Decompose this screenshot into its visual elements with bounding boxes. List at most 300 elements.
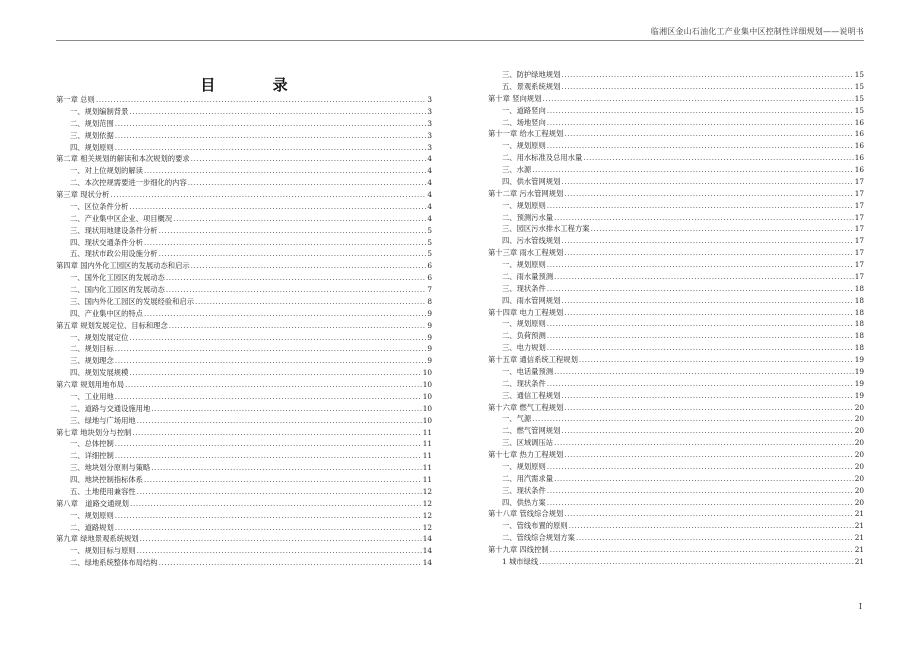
toc-section-entry[interactable]: [488, 283, 864, 295]
toc-entry-page: 10: [422, 403, 432, 413]
toc-chapter-entry[interactable]: [56, 94, 432, 106]
toc-entry-title: 三、规划理念: [70, 356, 114, 366]
toc-section-entry[interactable]: [56, 142, 432, 154]
toc-section-entry[interactable]: [488, 152, 864, 164]
toc-entry-page: 17: [854, 260, 864, 269]
toc-entry-page: 19: [854, 378, 864, 388]
toc-entry-title: 一、道路竖向: [502, 105, 546, 115]
toc-section-entry[interactable]: [56, 510, 432, 522]
toc-section-entry[interactable]: [488, 378, 864, 390]
toc-section-entry[interactable]: [488, 105, 864, 117]
toc-entry-title: 第三章 现状分析: [56, 190, 110, 199]
toc-entry-page: 15: [854, 81, 864, 91]
toc-section-entry[interactable]: [56, 237, 432, 249]
toc-chapter-entry[interactable]: [56, 260, 432, 272]
toc-entry-page: 3: [427, 118, 432, 128]
toc-entry-title: 一、规划原则: [502, 461, 546, 471]
toc-entry-page: 9: [427, 332, 432, 342]
toc-entry-title: 四、供水管网规划: [502, 176, 561, 186]
toc-dot-leader: [547, 259, 854, 271]
toc-dot-leader: [129, 332, 426, 344]
toc-section-entry[interactable]: [488, 497, 864, 509]
toc-section-entry[interactable]: [488, 235, 864, 247]
toc-section-entry[interactable]: [56, 272, 432, 284]
toc-chapter-entry[interactable]: [56, 498, 432, 510]
toc-dot-leader: [547, 330, 854, 342]
toc-dot-leader: [173, 213, 426, 225]
toc-entry-page: 20: [854, 414, 864, 424]
toc-section-entry[interactable]: [56, 130, 432, 142]
toc-dot-leader: [564, 402, 853, 414]
toc-entry-page: 5: [427, 225, 432, 235]
toc-entry-title: 五、现状市政公用设施分析: [70, 249, 158, 259]
toc-section-entry[interactable]: [56, 177, 432, 189]
toc-entry-page: 19: [854, 390, 864, 400]
toc-section-entry[interactable]: [488, 271, 864, 283]
toc-entry-title: 1 城市绿线: [502, 556, 539, 566]
toc-entry-title: 一、规划原则: [502, 141, 546, 151]
toc-section-entry[interactable]: [488, 425, 864, 437]
toc-section-entry[interactable]: [56, 545, 432, 557]
toc-dot-leader: [583, 152, 853, 164]
toc-dot-leader: [96, 94, 427, 106]
toc-dot-leader: [554, 366, 854, 378]
toc-entry-page: 17: [854, 271, 864, 281]
toc-dot-leader: [569, 520, 854, 532]
toc-entry-page: 20: [854, 485, 864, 495]
toc-section-entry[interactable]: [56, 450, 432, 462]
toc-entry-page: 12: [422, 498, 432, 508]
toc-section-entry[interactable]: [488, 330, 864, 342]
toc-entry-page: 12: [422, 522, 432, 532]
toc-chapter-entry[interactable]: [56, 379, 432, 391]
toc-dot-leader: [144, 308, 426, 320]
toc-entry-page: 19: [854, 366, 864, 376]
toc-entry-title: 二、规划范围: [70, 118, 114, 128]
toc-entry-page: 18: [854, 343, 864, 353]
toc-entry-title: 第一章 总则: [56, 95, 95, 104]
toc-dot-leader: [547, 140, 854, 152]
toc-chapter-entry[interactable]: [488, 93, 864, 105]
toc-dot-leader: [129, 106, 426, 118]
toc-entry-title: 四、规划发展规模: [70, 368, 129, 378]
toc-section-entry[interactable]: [56, 248, 432, 260]
toc-entry-page: 11: [422, 451, 432, 461]
toc-entry-title: 三、园区污水排水工程方案: [502, 224, 590, 234]
toc-entry-page: 9: [427, 344, 432, 354]
toc-entry-title: 二、绿地系统整体布局结构: [70, 558, 158, 568]
toc-entry-title: 三、现状条件: [502, 485, 546, 495]
toc-dot-leader: [115, 118, 427, 130]
toc-section-entry[interactable]: [56, 486, 432, 498]
toc-dot-leader: [542, 93, 853, 105]
toc-entry-page: 20: [854, 497, 864, 507]
toc-section-entry[interactable]: [56, 343, 432, 355]
toc-entry-title: 二、用汽需求量: [502, 473, 554, 483]
toc-dot-leader: [532, 164, 854, 176]
toc-section-entry[interactable]: [56, 284, 432, 296]
toc-entry-title: 四、规划原则: [70, 142, 114, 152]
toc-section-entry[interactable]: [488, 485, 864, 497]
toc-section-entry[interactable]: [488, 556, 864, 568]
toc-entry-title: 一、区位条件分析: [70, 201, 129, 211]
toc-entry-title: 第十一章 给水工程规划: [488, 129, 564, 139]
toc-dot-leader: [554, 271, 854, 283]
toc-entry-page: 20: [854, 461, 864, 471]
toc-section-entry[interactable]: [56, 474, 432, 486]
toc-entry-page: 4: [427, 154, 432, 164]
toc-dot-leader: [547, 117, 854, 129]
toc-dot-leader: [561, 81, 853, 93]
toc-section-entry[interactable]: [56, 201, 432, 213]
toc-section-entry[interactable]: [56, 213, 432, 225]
toc-dot-leader: [151, 403, 421, 415]
toc-dot-leader: [564, 247, 853, 259]
toc-entry-page: 20: [854, 426, 864, 436]
toc-section-entry[interactable]: [56, 557, 432, 569]
toc-entry-title: 一、总体控制: [70, 439, 114, 449]
toc-entry-title: 二、国内化工园区的发展动态: [70, 285, 165, 294]
toc-entry-page: 4: [427, 178, 432, 188]
toc-entry-page: 5: [427, 249, 432, 259]
toc-section-entry[interactable]: [488, 117, 864, 129]
toc-section-entry[interactable]: [488, 473, 864, 485]
toc-entry-page: 9: [427, 308, 432, 318]
toc-entry-page: 16: [854, 117, 864, 127]
toc-column-right: [488, 69, 864, 568]
toc-dot-leader: [110, 189, 426, 201]
toc-dot-leader: [561, 295, 853, 307]
toc-entry-page: 17: [854, 236, 864, 246]
toc-chapter-entry[interactable]: [488, 402, 864, 414]
toc-dot-leader: [547, 318, 854, 330]
toc-dot-leader: [561, 69, 853, 81]
toc-entry-title: 四、产业集中区的特点: [70, 308, 143, 318]
toc-dot-leader: [137, 486, 422, 498]
toc-entry-title: 一、规划原则: [70, 510, 114, 520]
toc-entry-title: 一、国外化工园区的发展动态: [70, 273, 165, 283]
toc-section-entry[interactable]: [56, 225, 432, 237]
toc-section-entry[interactable]: [56, 462, 432, 474]
toc-section-entry[interactable]: [488, 532, 864, 544]
toc-chapter-entry[interactable]: [56, 189, 432, 201]
toc-section-entry[interactable]: [488, 164, 864, 176]
toc-entry-title: 三、绿地与广场用地: [70, 415, 136, 425]
toc-dot-leader: [115, 522, 422, 534]
toc-dot-leader: [554, 437, 854, 449]
toc-entry-title: 一、电话量预测: [502, 366, 554, 376]
toc-section-entry[interactable]: [56, 106, 432, 118]
toc-section-entry[interactable]: [56, 367, 432, 379]
toc-dot-leader: [159, 225, 427, 237]
toc-entry-page: 21: [854, 509, 864, 519]
toc-dot-leader: [115, 142, 427, 154]
toc-section-entry[interactable]: [488, 342, 864, 354]
toc-section-entry[interactable]: [488, 437, 864, 449]
toc-chapter-entry[interactable]: [488, 449, 864, 461]
toc-entry-page: 20: [854, 450, 864, 459]
toc-entry-title: 一、规划原则: [502, 260, 546, 269]
toc-dot-leader: [115, 438, 422, 450]
toc-entry-title: 第十四章 电力工程规划: [488, 307, 564, 317]
toc-entry-title: 三、防护绿地规划: [502, 70, 561, 79]
toc-entry-title: 第十七章 热力工程规划: [488, 450, 564, 459]
toc-dot-leader: [576, 532, 854, 544]
toc-dot-leader: [140, 533, 422, 545]
toc-entry-page: 15: [854, 105, 864, 115]
toc-dot-leader: [547, 378, 854, 390]
toc-entry-page: 21: [854, 521, 864, 531]
toc-section-entry[interactable]: [56, 308, 432, 320]
toc-dot-leader: [561, 235, 853, 247]
toc-entry-page: 12: [422, 486, 432, 496]
toc-entry-title: 三、现状条件: [502, 283, 546, 293]
toc-entry-page: 12: [422, 510, 432, 520]
toc-entry-title: 二、规划目标: [70, 344, 114, 354]
toc-entry-page: 3: [427, 95, 432, 104]
toc-entry-title: 三、水源: [502, 165, 532, 174]
toc-entry-title: 三、地块划分原则与策略: [70, 463, 151, 473]
toc-dot-leader: [561, 390, 853, 402]
toc-entry-title: 一、对上位规划的解读: [70, 166, 143, 176]
toc-section-entry[interactable]: [488, 69, 864, 81]
toc-entry-title: 二、用水标准及总用水量: [502, 153, 583, 163]
toc-entry-page: 5: [427, 237, 432, 247]
toc-chapter-entry[interactable]: [56, 427, 432, 439]
toc-chapter-entry[interactable]: [488, 354, 864, 366]
toc-dot-leader: [547, 342, 854, 354]
toc-entry-page: 17: [854, 224, 864, 234]
toc-entry-title: 第十五章 通信系统工程规划: [488, 355, 578, 364]
toc-dot-leader: [115, 391, 422, 403]
toc-dot-leader: [561, 425, 853, 437]
toc-entry-page: 10: [422, 380, 432, 389]
toc-dot-leader: [144, 474, 422, 486]
toc-dot-leader: [532, 413, 854, 425]
toc-entry-page: 16: [854, 165, 864, 174]
toc-section-entry[interactable]: [56, 391, 432, 403]
toc-entry-title: 二、场地竖向: [502, 117, 546, 127]
toc-section-entry[interactable]: [56, 438, 432, 450]
toc-entry-title: 第十二章 污水管网规划: [488, 188, 564, 198]
toc-dot-leader: [159, 248, 427, 260]
toc-entry-page: 4: [427, 213, 432, 223]
toc-entry-title: 一、管线布置的原则: [502, 521, 568, 531]
toc-section-entry[interactable]: [488, 318, 864, 330]
toc-entry-title: 一、规划发展定位: [70, 332, 129, 342]
toc-entry-page: 17: [854, 248, 864, 258]
toc-entry-page: 15: [854, 93, 864, 103]
toc-entry-page: 21: [854, 533, 864, 543]
toc-dot-leader: [115, 343, 427, 355]
toc-section-entry[interactable]: [488, 212, 864, 224]
toc-section-entry[interactable]: [488, 81, 864, 93]
toc-section-entry[interactable]: [56, 522, 432, 534]
toc-chapter-entry[interactable]: [488, 247, 864, 259]
toc-entry-title: 第七章 地块划分与控制: [56, 427, 132, 437]
toc-dot-leader: [188, 177, 427, 189]
toc-entry-title: 第十六章 燃气工程规划: [488, 402, 564, 412]
toc-section-entry[interactable]: [56, 118, 432, 130]
toc-section-entry[interactable]: [56, 332, 432, 344]
toc-dot-leader: [561, 176, 853, 188]
toc-entry-page: 17: [854, 200, 864, 210]
toc-entry-title: 第十章 竖向规划: [488, 93, 542, 103]
toc-section-entry[interactable]: [488, 259, 864, 271]
toc-entry-title: 二、雨水量预测: [502, 271, 554, 281]
toc-entry-page: 14: [422, 534, 432, 544]
toc-section-entry[interactable]: [56, 296, 432, 308]
toc-entry-page: 6: [427, 261, 432, 271]
toc-entry-title: 二、详细控制: [70, 451, 114, 461]
toc-entry-title: 二、负荷预测: [502, 331, 546, 341]
toc-entry-page: 20: [854, 473, 864, 483]
toc-section-entry[interactable]: [56, 415, 432, 427]
toc-entry-title: 二、预测污水量: [502, 212, 554, 222]
toc-entry-page: 17: [854, 212, 864, 222]
toc-dot-leader: [539, 556, 854, 568]
toc-entry-page: 18: [854, 295, 864, 305]
toc-entry-page: 11: [422, 463, 432, 473]
toc-entry-title: 二、燃气管网规划: [502, 426, 561, 436]
toc-entry-title: 二、道路规划: [70, 522, 114, 532]
toc-dot-leader: [564, 449, 853, 461]
toc-entry-page: 18: [854, 307, 864, 317]
toc-entry-page: 11: [422, 427, 432, 437]
toc-entry-title: 四、供热方案: [502, 497, 546, 507]
toc-dot-leader: [115, 355, 427, 367]
toc-entry-page: 7: [427, 285, 432, 294]
toc-dot-leader: [564, 188, 853, 200]
toc-dot-leader: [137, 545, 422, 557]
toc-dot-leader: [115, 450, 422, 462]
toc-dot-leader: [130, 498, 422, 510]
toc-section-entry[interactable]: [488, 200, 864, 212]
toc-section-entry[interactable]: [56, 165, 432, 177]
toc-chapter-entry[interactable]: [488, 128, 864, 140]
toc-entry-title: 第四章 国内外化工园区的发展动态和启示: [56, 261, 190, 271]
toc-entry-page: 14: [422, 558, 432, 568]
toc-dot-leader: [564, 128, 853, 140]
toc-dot-leader: [129, 367, 421, 379]
toc-entry-title: 三、通信工程规划: [502, 390, 561, 400]
toc-section-entry[interactable]: [488, 140, 864, 152]
toc-entry-page: 11: [422, 475, 432, 484]
toc-entry-title: 三、电力规划: [502, 343, 546, 353]
toc-dot-leader: [550, 544, 854, 556]
toc-dot-leader: [144, 165, 426, 177]
toc-entry-page: 17: [854, 188, 864, 198]
toc-entry-page: 10: [422, 415, 432, 425]
toc-entry-page: 10: [422, 368, 432, 378]
toc-chapter-entry[interactable]: [56, 153, 432, 165]
toc-section-entry[interactable]: [56, 355, 432, 367]
toc-dot-leader: [191, 260, 427, 272]
toc-dot-leader: [159, 557, 422, 569]
toc-entry-title: 第十九章 四线控制: [488, 545, 549, 554]
toc-chapter-entry[interactable]: [488, 307, 864, 319]
header-divider: [56, 40, 864, 41]
toc-dot-leader: [547, 200, 854, 212]
toc-entry-page: 20: [854, 438, 864, 448]
toc-section-entry[interactable]: [488, 390, 864, 402]
toc-entry-page: 20: [854, 402, 864, 412]
toc-entry-title: 三、国内外化工园区的发展经验和启示: [70, 296, 195, 306]
toc-entry-title: 三、现状用地建设条件分析: [70, 225, 158, 235]
toc-entry-title: 第五章 规划发展定位、目标和理念: [56, 320, 168, 330]
toc-entry-title: 五、景观系统规划: [502, 81, 561, 91]
toc-entry-title: 二、产业集中区企业、项目概况: [70, 213, 173, 223]
toc-title: 目 录: [200, 76, 314, 94]
toc-entry-page: 14: [422, 546, 432, 556]
toc-entry-page: 16: [854, 129, 864, 139]
toc-dot-leader: [115, 510, 422, 522]
toc-chapter-entry[interactable]: [488, 544, 864, 556]
toc-dot-leader: [554, 212, 854, 224]
toc-dot-leader: [169, 320, 427, 332]
toc-section-entry[interactable]: [488, 461, 864, 473]
toc-chapter-entry[interactable]: [488, 188, 864, 200]
toc-entry-page: 21: [854, 545, 864, 554]
toc-dot-leader: [144, 237, 426, 249]
toc-dot-leader: [564, 508, 853, 520]
toc-entry-page: 19: [854, 355, 864, 364]
toc-entry-title: 一、规划原则: [502, 200, 546, 210]
toc-entry-title: 三、规划依据: [70, 130, 114, 140]
toc-section-entry[interactable]: [488, 413, 864, 425]
toc-entry-title: 一、规划目标与原则: [70, 546, 136, 556]
toc-entry-title: 一、工业用地: [70, 391, 114, 401]
toc-dot-leader: [547, 485, 854, 497]
toc-entry-page: 6: [427, 273, 432, 283]
toc-chapter-entry[interactable]: [488, 508, 864, 520]
toc-chapter-entry[interactable]: [56, 320, 432, 332]
toc-entry-title: 二、管线综合规划方案: [502, 533, 575, 543]
toc-entry-title: 三、区域调压站: [502, 438, 554, 448]
toc-entry-title: 第二章 相关规划的解读和本次规划的要求: [56, 154, 190, 164]
toc-entry-page: 3: [427, 130, 432, 140]
toc-dot-leader: [547, 283, 854, 295]
toc-entry-page: 21: [854, 556, 864, 566]
toc-entry-page: 9: [427, 356, 432, 366]
toc-column-left: [56, 94, 432, 569]
toc-section-entry[interactable]: [488, 176, 864, 188]
toc-chapter-entry[interactable]: [56, 533, 432, 545]
toc-dot-leader: [564, 307, 853, 319]
toc-entry-page: 16: [854, 153, 864, 163]
toc-dot-leader: [132, 427, 421, 439]
toc-entry-title: 第十八章 管线综合规划: [488, 509, 564, 519]
toc-section-entry[interactable]: [488, 366, 864, 378]
toc-dot-leader: [547, 497, 854, 509]
toc-entry-page: 18: [854, 283, 864, 293]
toc-entry-page: 10: [422, 391, 432, 401]
toc-entry-page: 9: [427, 320, 432, 330]
toc-section-entry[interactable]: [488, 520, 864, 532]
toc-entry-page: 8: [427, 296, 432, 306]
toc-entry-title: 第九章 绿地景观系统规划: [56, 534, 139, 544]
toc-entry-title: 二、本次控规需要进一步细化的内容: [70, 178, 187, 188]
toc-section-entry[interactable]: [56, 403, 432, 415]
toc-entry-page: 4: [427, 190, 432, 199]
toc-dot-leader: [554, 473, 854, 485]
toc-entry-page: 16: [854, 141, 864, 151]
toc-dot-leader: [137, 415, 422, 427]
toc-entry-title: 一、气源: [502, 414, 532, 424]
toc-section-entry[interactable]: [488, 223, 864, 235]
toc-section-entry[interactable]: [488, 295, 864, 307]
toc-entry-title: 第六章 规划用地布局: [56, 380, 124, 389]
